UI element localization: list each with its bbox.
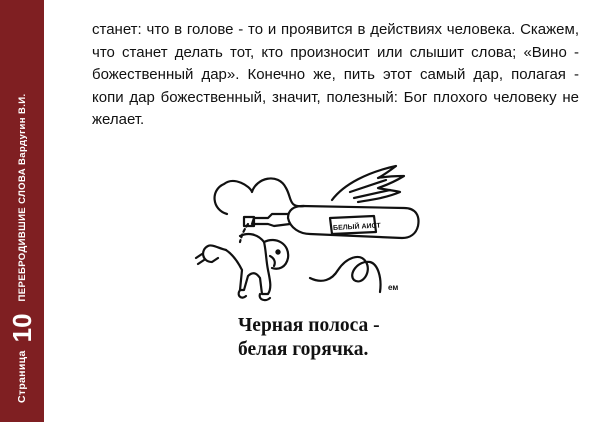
book-title: ПЕРЕБРОДИВШИЕ СЛОВА Вардугин В.И.	[16, 93, 28, 302]
man-body	[226, 234, 270, 294]
caption-line-2: белая горячка.	[238, 339, 369, 360]
bottle-label-text: БЕЛЫЙ АИСТ	[332, 222, 381, 232]
spine-text	[4, 11, 40, 411]
squiggle	[310, 257, 381, 292]
page-number: 10	[7, 313, 37, 343]
body-paragraph: станет: что в голове - то и проявится в действиях человека. Скажем, что станет делать тот, кто произносит или слышит слова; «Вино - божественный дар». Конечно же, пить этот самый дар, полагая - копи дар божественный, значит, полезный: Бог плохого человеку не желает.	[92, 21, 579, 128]
page-label: Страница	[16, 350, 28, 403]
sidebar-spine	[0, 0, 44, 422]
caption-line-1: Черная полоса -	[238, 315, 380, 336]
artist-signature: ем	[388, 283, 399, 292]
left-wing	[215, 178, 304, 214]
right-wing	[332, 166, 404, 202]
caption	[238, 314, 458, 362]
cartoon-illustration	[182, 162, 430, 312]
